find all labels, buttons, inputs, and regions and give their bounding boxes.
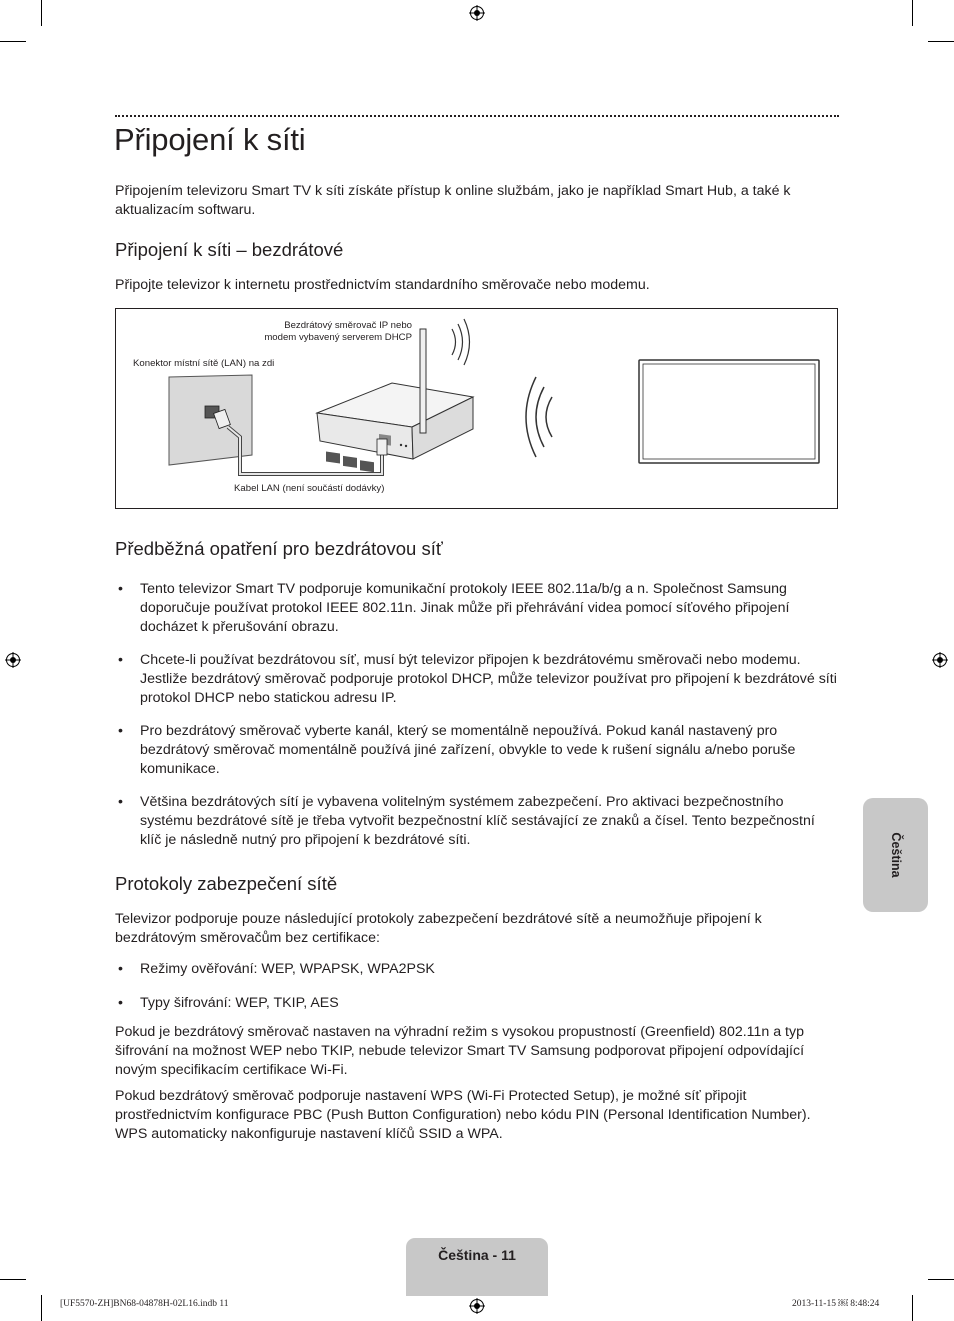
wifi-signal-icon — [452, 319, 470, 365]
lan-plug-icon — [377, 439, 387, 455]
crop-mark — [0, 1279, 26, 1280]
tv-icon — [639, 360, 819, 463]
security-intro: Televizor podporuje pouze následující protokoly zabezpečení bezdrátové sítě a neumožňuje připojení k bezdrátovým směrovačům bez certifikace: — [115, 911, 762, 946]
registration-mark-icon — [469, 1298, 485, 1314]
crop-mark — [912, 1295, 913, 1321]
crop-mark — [0, 41, 26, 42]
security-list — [115, 960, 839, 1013]
list-item: • Většina bezdrátových sítí je vybavena volitelným systémem zabezpečení. Pro aktivaci bezpečnostního systému bezdrátové sítě je třeba vytvořit bezpečnostní klíč sestávající ze znaků a čísel. Tento bezpečnostní klíč je následně nutný pro připojení k bezdrátové síti. — [115, 793, 839, 850]
network-diagram — [115, 308, 838, 509]
registration-mark-icon — [932, 652, 948, 668]
list-item: • Typy šifrování: WEP, TKIP, AES — [115, 994, 839, 1013]
page-title: Připojení k síti — [114, 122, 306, 157]
lan-port-label: Konektor místní sítě (LAN) na zdi — [133, 358, 275, 369]
wifi-signal-icon — [526, 377, 552, 457]
list-item: • Tento televizor Smart TV podporuje komunikační protokoly IEEE 802.11a/b/g a n. Společnost Samsung doporučuje používat protokol IEEE 802.11n. Jinak může při přehrávání videa pomocí síťového připojení docházet k přerušování obrazu. — [115, 580, 839, 637]
router-label: Bezdrátový směrovač IP nebo modem vybavený serverem DHCP — [264, 320, 412, 343]
list-item: • Pro bezdrátový směrovač vyberte kanál, který se momentálně nepoužívá. Pokud kanál nastavený pro bezdrátový směrovač momentálně používá jiné zařízení, obvykle to vede k rušení signálu a/nebo poruše komunikace. — [115, 722, 839, 779]
list-item: • Chcete-li používat bezdrátovou síť, musí být televizor připojen k bezdrátovému směrovači nebo modemu. Jestliže bezdrátový směrovač podporuje protokol DHCP, může televizor používat pro připojení k bezdrátové síti protokol DHCP nebo statickou adresu IP. — [115, 651, 839, 708]
crop-mark — [41, 1295, 42, 1321]
page-number: Čeština - 11 — [438, 1247, 516, 1263]
registration-mark-icon — [5, 652, 21, 668]
section-heading-precautions: Předběžná opatření pro bezdrátovou síť — [115, 538, 443, 559]
precautions-list — [115, 580, 839, 850]
crop-mark — [928, 41, 954, 42]
cable-label: Kabel LAN (není součástí dodávky) — [234, 483, 385, 494]
section-heading-security: Protokoly zabezpečení sítě — [115, 873, 338, 894]
intro-paragraph: Připojením televizoru Smart TV k síti získáte přístup k online službám, jako je například Smart Hub, a také k aktualizacím softwaru. — [115, 183, 791, 218]
list-item: • Režimy ověřování: WEP, WPAPSK, WPA2PSK — [115, 960, 839, 979]
language-side-tab: Čeština — [863, 798, 928, 912]
section-heading-wireless: Připojení k síti – bezdrátové — [115, 239, 344, 260]
crop-mark — [41, 0, 42, 26]
router-icon — [317, 383, 473, 472]
imprint-date: 2013-11-15 ￼ 8:48:24 — [792, 1299, 880, 1309]
imprint-file: [UF5570-ZH]BN68-04878H-02L16.indb 11 — [60, 1299, 229, 1309]
security-paragraph-greenfield: Pokud je bezdrátový směrovač nastaven na výhradní režim s vysokou propustností (Greenfield) 802.11n a typ šifrování na možnost WEP nebo TKIP, nebude televizor Smart TV Samsung podporovat připojení odpovídající novým specifikacím certifikace Wi-Fi. — [115, 1024, 805, 1078]
security-paragraph-wps: Pokud bezdrátový směrovač podporuje nastavení WPS (Wi-Fi Protected Setup), je možné síť připojit prostřednictvím konfigurace PBC (Push Button Configuration) nebo kódu PIN (Personal Identification Number). WPS automaticky nakonfiguruje nastavení klíčů SSID a WPA. — [115, 1088, 811, 1142]
wireless-description: Připojte televizor k internetu prostřednictvím standardního směrovače nebo modemu. — [115, 277, 650, 293]
title-divider — [115, 115, 839, 117]
crop-mark — [912, 0, 913, 26]
registration-mark-icon — [469, 5, 485, 21]
page-footer-tab — [406, 1238, 548, 1296]
diagram-illustration — [116, 309, 837, 508]
router-antenna-icon — [420, 329, 426, 433]
crop-mark — [928, 1279, 954, 1280]
